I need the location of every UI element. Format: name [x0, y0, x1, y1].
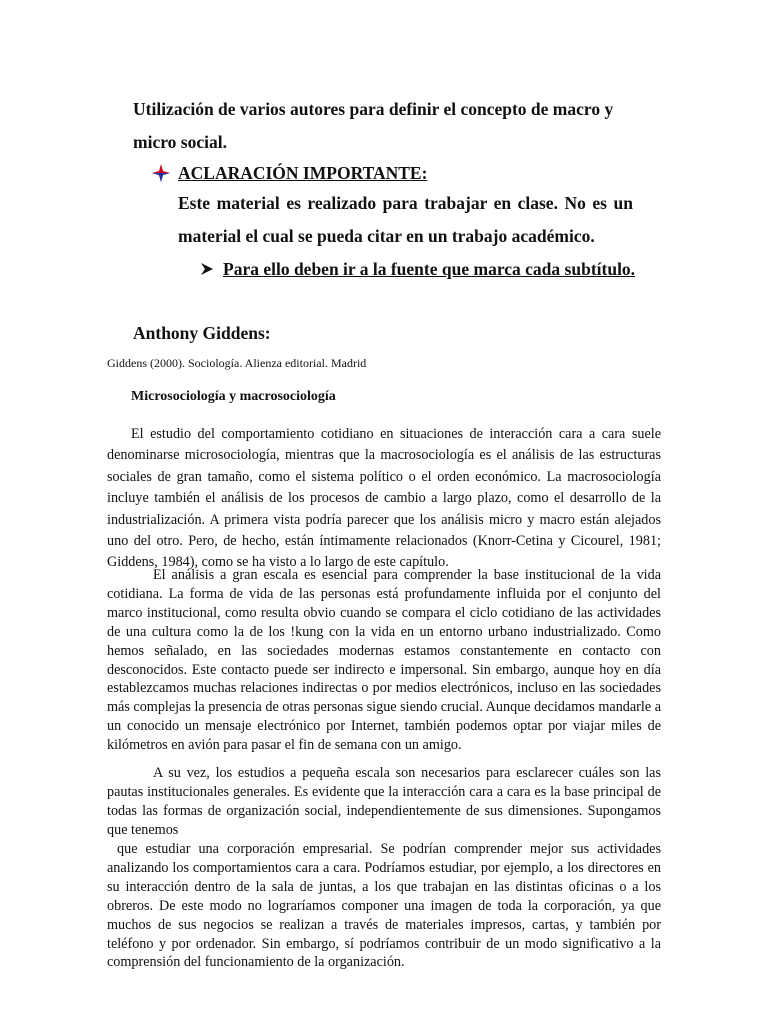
section-heading: Microsociología y macrosociología: [131, 389, 336, 404]
author-heading: Anthony Giddens:: [133, 323, 271, 343]
body-paragraph: que estudiar una corporación empresarial. Se podrían comprender mejor sus actividades analizando los comportamientos cara a cara. Podríamos estudiar, por ejemplo, a los directores en su interacción dentro de la sala de juntas, a los que trabajan en las distintas oficinas o a los obreros. De este modo no lograríamos componer una imagen de toda la corporación, ya que muchos de sus negocios se realizan a través de materiales impresos, cartas, y también por teléfono y por ordenador. Sin embargo, sí podríamos contribuir de un modo significativo a la comprensión del funcionamiento de la organización.: [107, 841, 661, 971]
four-point-star-icon: [152, 164, 170, 182]
document-title: Utilización de varios autores para definir el concepto de macro y micro social.: [133, 99, 614, 152]
source-citation: Giddens (2000). Sociología. Alienza editorial. Madrid: [107, 356, 367, 370]
arrowhead-bullet-icon: [200, 262, 214, 276]
body-paragraph: A su vez, los estudios a pequeña escala son necesarios para esclarecer cuáles son las pautas institucionales generales. Es evidente que la interacción cara a cara es la base principal de todas las formas de organización social, independientemente de sus dimensiones. Supongamos que tenemos: [107, 765, 661, 838]
instruction-text: Para ello deben ir a la fuente que marca cada subtítulo.: [223, 259, 636, 279]
body-paragraph: El análisis a gran escala es esencial para comprender la base institucional de la vida cotidiana. La forma de vida de las personas está profundamente influida por el conjunto del marco institucional, como resulta obvio cuando se compara el ciclo cotidiano de las actividades de una cultura como la de los !kung con la vida en un entorno urbano industrializado. Como hemos señalado, en las sociedades modernas estamos constantemente en contacto con desconocidos. Este contacto puede ser indirecto e impersonal. Sin embargo, aunque hoy en día establezcamos muchas relaciones indirectas o por medios electrónicos, incluso en las sociedades más complejas la presencia de otras personas sigue siendo crucial. Aunque decidamos mandarle a un conocido un mensaje electrónico por Internet, también podemos optar por viajar miles de kilómetros en avión para pasar el fin de semana con un amigo.: [107, 567, 661, 754]
notice-body: Este material es realizado para trabajar en clase. No es un material el cual se pueda citar en un trabajo académico.: [178, 193, 633, 246]
notice-label: ACLARACIÓN IMPORTANTE:: [178, 163, 428, 183]
body-paragraph: El estudio del comportamiento cotidiano en situaciones de interacción cara a cara suele denominarse microsociología, mientras que la macrosociología es el análisis de las estructuras sociales de gran tamaño, como el sistema político o el orden económico. La macrosociología incluye también el análisis de los procesos de cambio a largo plazo, como el desarrollo de la industrialización. A primera vista podría parecer que los análisis micro y macro están alejados uno del otro. Pero, de hecho, están íntimamente relacionados (Knorr-Cetina y Cicourel, 1981; Giddens, 1984), como se ha visto a lo largo de este capítulo.: [107, 426, 661, 571]
